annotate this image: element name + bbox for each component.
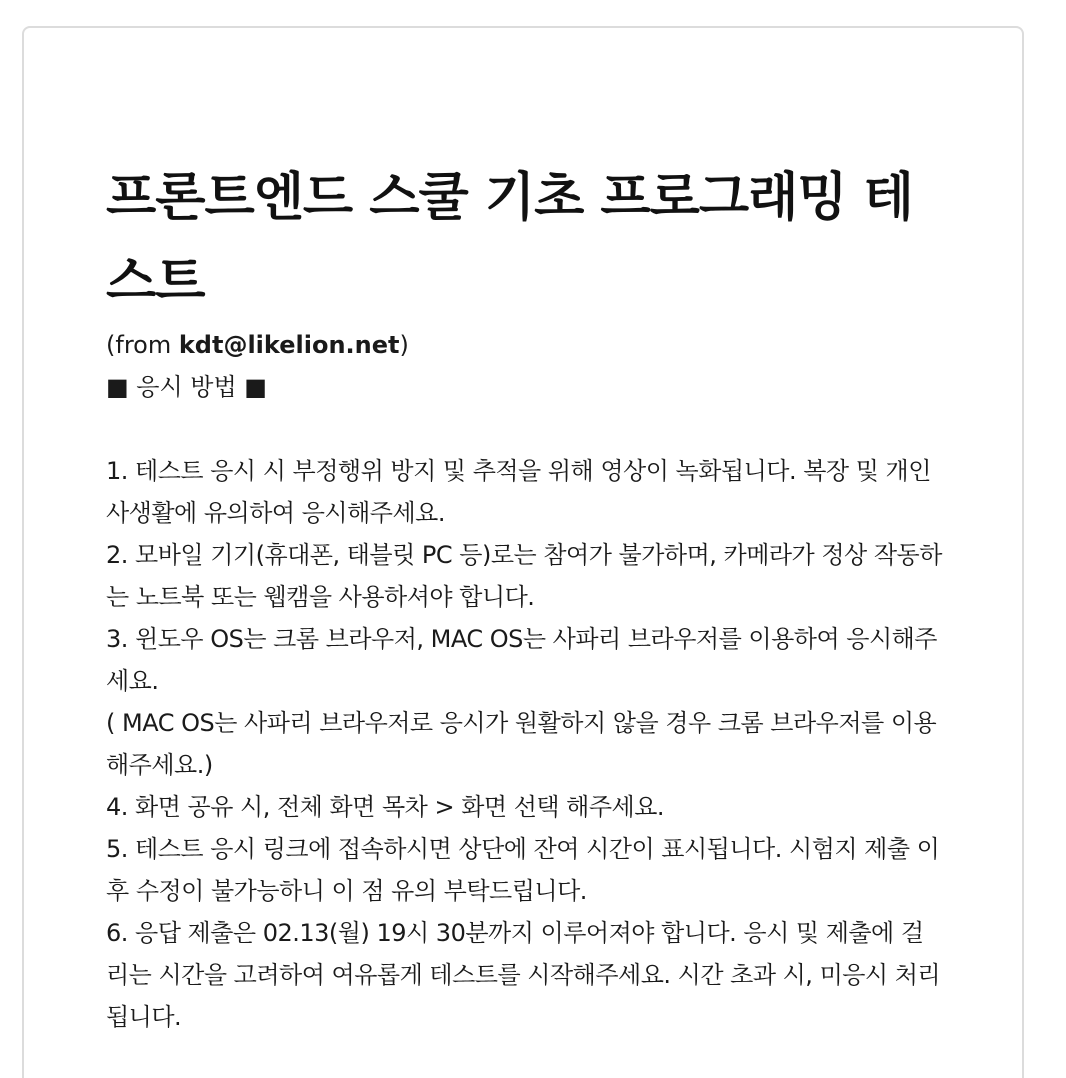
sender-prefix: (from: [106, 331, 179, 359]
sender-line: [106, 324, 946, 366]
instructions-list: [106, 450, 946, 1038]
instruction-item: 2. 모바일 기기(휴대폰, 태블릿 PC 등)로는 참여가 불가하며, 카메라가 정상 작동하는 노트북 또는 웹캠을 사용하셔야 합니다.: [106, 541, 942, 611]
test-info-card: [22, 26, 1024, 1078]
instruction-item: 5. 테스트 응시 링크에 접속하시면 상단에 잔여 시간이 표시됩니다. 시험지 제출 이후 수정이 불가능하니 이 점 유의 부탁드립니다.: [106, 835, 940, 905]
instruction-item: 4. 화면 공유 시, 전체 화면 목차 > 화면 선택 해주세요.: [106, 793, 665, 821]
instruction-item: 3. 윈도우 OS는 크롬 브라우저, MAC OS는 사파리 브라우저를 이용하여 응시해주세요.: [106, 625, 937, 695]
sender-email: kdt@likelion.net: [178, 331, 400, 359]
card-content: [106, 156, 946, 1038]
method-heading: ■ 응시 방법 ■: [106, 373, 267, 401]
page-title: 프론트엔드 스쿨 기초 프로그래밍 테스트: [106, 168, 913, 312]
instruction-note: ( MAC OS는 사파리 브라우저로 응시가 원활하지 않을 경우 크롬 브라우저를 이용해주세요.): [106, 709, 937, 779]
sender-suffix: ): [399, 331, 409, 359]
instruction-item: 6. 응답 제출은 02.13(월) 19시 30분까지 이루어져야 합니다. 응시 및 제출에 걸리는 시간을 고려하여 여유롭게 테스트를 시작해주세요. 시간 초과 시, 미응시 처리됩니다.: [106, 919, 941, 1031]
instruction-item: 1. 테스트 응시 시 부정행위 방지 및 추적을 위해 영상이 녹화됩니다. 복장 및 개인 사생활에 유의하여 응시해주세요.: [106, 457, 931, 527]
